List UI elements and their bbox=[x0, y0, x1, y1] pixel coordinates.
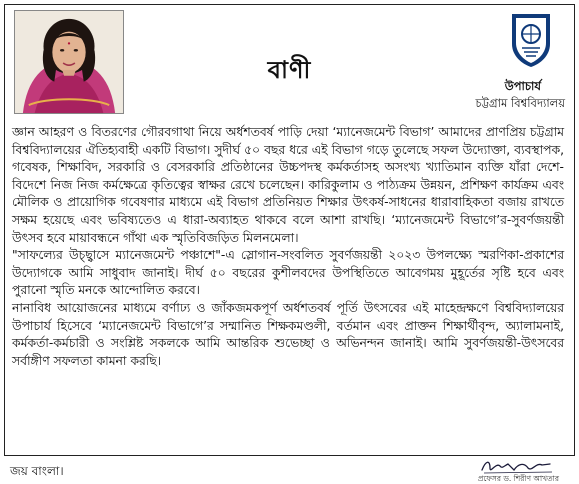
message-body bbox=[12, 124, 564, 370]
signatory-designation: উপাচার্য bbox=[504, 79, 541, 93]
signatory-name: প্রফেসর ড. শিরীণ আখতার bbox=[477, 474, 559, 483]
message-paragraph-2: "সাফল্যের উচ্ছ্বাসে ম্যানেজমেন্ট পঞ্চাশে"-এ স্লোগান-সংবলিত সুবর্ণজয়ন্তী ২০২৩ উপলক্ষ্যে স্মরণিকা-প্রকাশের উদ্যোগকে আমি সাধুবাদ জানাই। দীর্ঘ ৫০ বছরের কুশীলবদের উপস্থিতিতে আবেগময় মুহূর্তের সৃষ্টি হবে এবং পুরানো স্মৃতি মনকে আন্দোলিত করবে। bbox=[12, 248, 564, 298]
university-name: চট্টগ্রাম বিশ্ববিদ্যালয় bbox=[475, 96, 565, 110]
page-title: বাণী bbox=[267, 55, 312, 84]
message-paragraph-1: জ্ঞান আহরণ ও বিতরণের গৌরবগাথা নিয়ে অর্ধশতবর্ষ পাড়ি দেয়া ‘ম্যানেজমেন্ট বিভাগ’ আমাদের প্রাণপ্রিয় চট্টগ্রাম বিশ্ববিদ্যালয়ের ঐতিহ্যবাহী একটি বিভাগ। সুদীর্ঘ ৫০ বছর ধরে এই বিভাগ গড়ে তুলেছে সফল উদ্যোক্তা, ব্যবস্থাপক, গবেষক, শিক্ষাবিদ, সরকারি ও বেসরকারি প্রতিষ্ঠানের উচ্চপদস্থ কর্মকর্তাসহ অসংখ্য খ্যাতিমান ব্যক্তি যাঁরা দেশে-বিদেশে নিজ নিজ কর্মক্ষেত্রে কৃতিত্বের স্বাক্ষর রেখে চলেছেন। কারিকুলাম ও পাঠ্যক্রম উন্নয়ন, প্রশিক্ষণ কার্যক্রম এবং মৌলিক ও প্রায়োগিক গবেষণার মাধ্যমে এই বিভাগ প্রতিনিয়ত শিক্ষার উৎকর্ষ-সাধনের ধারাবাহিকতা বজায় রাখতে সক্ষম হয়েছে এবং ভবিষ্যতেও এ ধারা-অব্যাহত থাকবে বলে আশা রাখছি। ‘ম্যানেজমেন্ট বিভাগে’র-সুবর্ণজয়ন্তী উৎসব হবে মায়াবন্ধনে গাঁথা এক স্মৃতিবিজড়িত মিলনমেলা। bbox=[12, 125, 564, 245]
closing-slogan: জয় বাংলা। bbox=[10, 464, 64, 478]
message-paragraph-3: নানাবিধ আয়োজনের মাধ্যমে বর্ণাঢ্য ও জাঁকজমকপূর্ণ অর্ধশতবর্ষ পূর্তি উৎসবের এই মাহেন্দ্রক্ষণে বিশ্ববিদ্যালয়ের উপাচার্য হিসেবে ‘ম্যানেজমেন্ট বিভাগে’র সম্মানিত শিক্ষকমণ্ডলী, বর্তমান এবং প্রাক্তন শিক্ষার্থীবৃন্দ, অ্যালামনাই, কর্মকর্তা-কর্মচারী ও সংশ্লিষ্ট সকলকে আমি আন্তরিক শুভেচ্ছা ও অভিনন্দন জানাই। আমি সুবর্ণজয়ন্তী-উৎসবের সর্বাঙ্গীণ সফলতা কামনা করছি। bbox=[12, 300, 564, 368]
university-seal-logo bbox=[508, 10, 554, 68]
